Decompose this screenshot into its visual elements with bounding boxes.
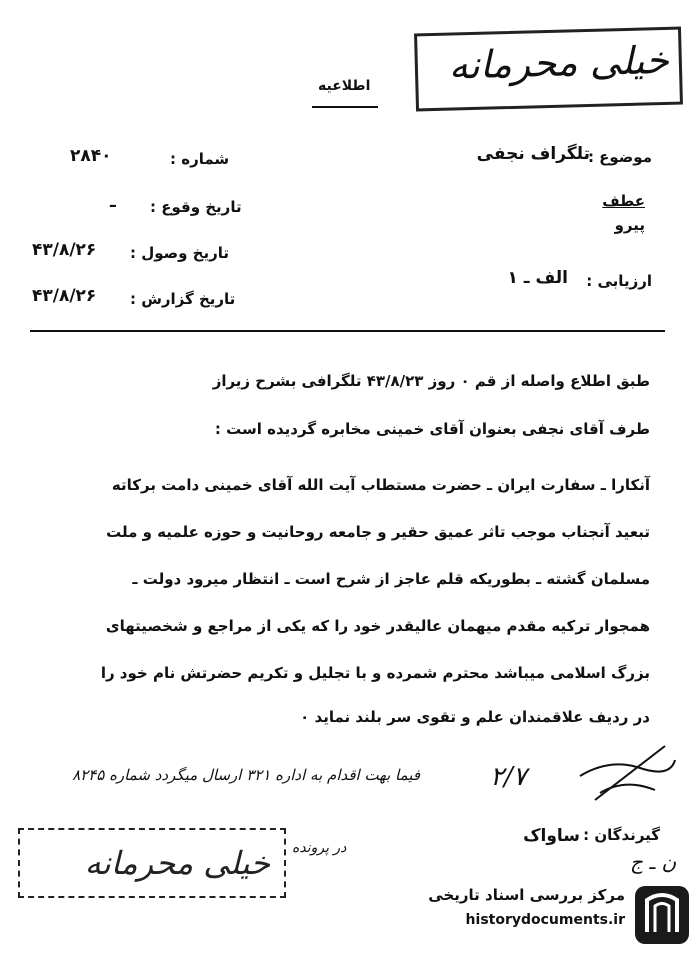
report-date-value: ۴۳/۸/۲۶ (32, 286, 97, 306)
report-date-label: تاریخ گزارش : (130, 290, 236, 308)
telegram-line-3: مسلمان گشته ـ بطوریکه قلم عاجز از شرح است ـ انتظار میرود دولت ـ (132, 570, 650, 588)
evaluation-value: الف ـ ۱ (507, 268, 568, 288)
bottom-stamp-prefix: در پرونده (292, 840, 347, 856)
number-value: ۲۸۴۰ (70, 146, 112, 166)
telegram-line-1: آنکارا ـ سفارت ایران ـ حضرت مستطاب آیت الله آقای خمینی دامت برکاته (111, 476, 650, 494)
subject-label: موضوع : (587, 148, 652, 166)
logo-url: historydocuments.ir (465, 912, 625, 928)
event-date-label: تاریخ وقوع : (150, 198, 242, 216)
receipt-date-value: ۴۳/۸/۲۶ (32, 240, 97, 260)
bottom-classification-stamp (18, 828, 286, 898)
initial-mark: ن ـ ج (630, 850, 677, 874)
evaluation-label: ارزیابی : (586, 272, 652, 290)
telegram-line-6: در ردیف علاقمندان علم و تقوی سر بلند نماید ۰ (300, 708, 650, 726)
fraction-mark: ۲/۷ (490, 762, 527, 792)
handwritten-note: فیما بهت اقدام به اداره ۳۲۱ ارسال میگردد شماره ۸۲۴۵ (72, 766, 420, 784)
event-date-value: ـ (110, 192, 116, 212)
intro-line-1: طبق اطلاع واصله از قم ۰ روز ۴۳/۸/۲۳ تلگرافی بشرح زیراز (212, 372, 650, 390)
top-classification-stamp (414, 27, 683, 112)
approval-strike-icon (570, 738, 680, 818)
top-stamp-text: خیلی محرمانه (448, 37, 670, 88)
document-type-underline (312, 106, 378, 108)
number-label: شماره : (170, 150, 230, 168)
intro-line-2: طرف آقای نجفی بعنوان آقای خمینی مخابره گردیده است : (214, 420, 650, 438)
followup-label: پیرو (614, 216, 645, 234)
archive-logo (412, 880, 697, 952)
document-type: اطلاعیه (318, 78, 371, 94)
telegram-line-2: تبعید آنجناب موجب تاثر عمیق حقیر و جامعه روحانیت و حوزه علمیه و ملت (106, 523, 650, 541)
telegram-line-5: بزرگ اسلامی میباشد محترم شمرده و با تجلیل و تکریم حضرتش نام خود را (100, 664, 650, 682)
subject-value: تلگراف نجفی (476, 144, 590, 164)
reference-label: عطف (602, 192, 645, 210)
bottom-stamp-text: خیلی محرمانه (84, 844, 270, 882)
recipients-label: گیرندگان : (583, 826, 660, 844)
telegram-line-4: همجوار ترکیه مقدم میهمان عالیقدر خود را که یکی از مراجع و شخصیتهای (105, 617, 650, 635)
archive-emblem-icon (631, 882, 693, 948)
logo-title: مرکز بررسی اسناد تاریخی (428, 886, 625, 904)
header-divider (30, 330, 665, 332)
approval-marks (570, 738, 680, 818)
receipt-date-label: تاریخ وصول : (130, 244, 230, 262)
recipients-value: ساواک (523, 826, 580, 846)
